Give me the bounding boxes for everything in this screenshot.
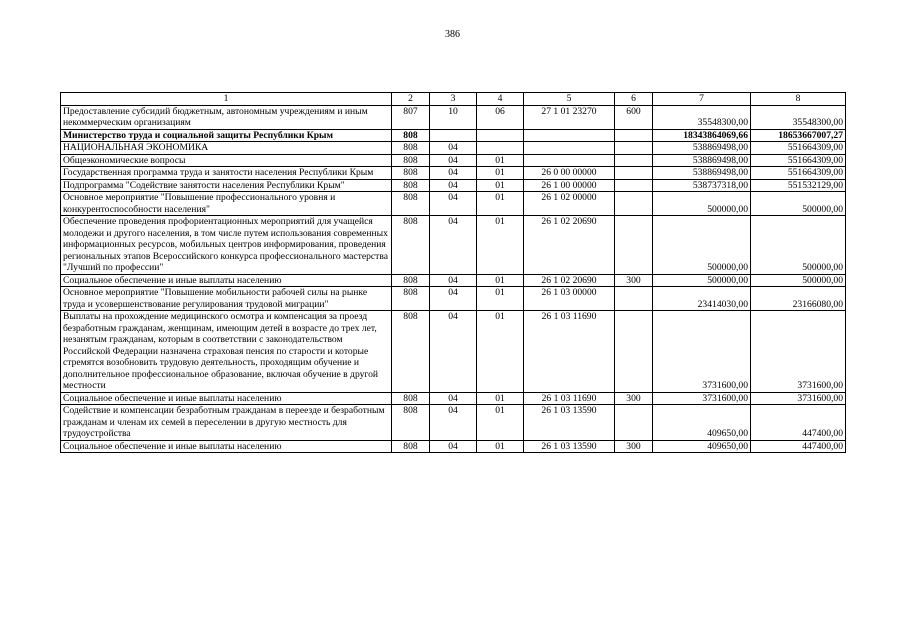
table-cell-amount-year1: 538869498,00 [653, 167, 751, 180]
table-cell-section: 04 [430, 179, 477, 192]
table-cell-subsection [477, 142, 524, 155]
table-cell-expense-type [615, 192, 653, 216]
table-cell-ministry-code: 808 [392, 192, 430, 216]
table-cell-subsection: 01 [477, 154, 524, 167]
table-cell-target-article [524, 129, 615, 142]
table-cell-subsection: 01 [477, 274, 524, 287]
table-cell-section: 04 [430, 274, 477, 287]
table-row [61, 129, 846, 142]
table-cell-subsection: 01 [477, 405, 524, 441]
table-cell-expense-type [615, 405, 653, 441]
table-cell-subsection: 01 [477, 440, 524, 453]
table-row [61, 154, 846, 167]
table-cell-amount-year2: 500000,00 [751, 192, 846, 216]
table-cell-amount-year2: 447400,00 [751, 405, 846, 441]
table-cell-ministry-code: 808 [392, 129, 430, 142]
table-cell-amount-year2: 500000,00 [751, 274, 846, 287]
table-cell-expense-type: 600 [615, 105, 653, 129]
table-row [61, 216, 846, 275]
table-cell-subsection: 01 [477, 167, 524, 180]
table-row [61, 142, 846, 155]
table-cell-section: 10 [430, 105, 477, 129]
table-cell-ministry-code: 808 [392, 440, 430, 453]
table-cell-subsection: 01 [477, 287, 524, 311]
table-cell-ministry-code: 808 [392, 405, 430, 441]
table-cell-name: Подпрограмма "Содействие занятости населения Республики Крым" [61, 179, 392, 192]
table-cell-amount-year1: 3731600,00 [653, 311, 751, 393]
header-cell-amount-year2: 8 [751, 93, 846, 106]
table-cell-amount-year1: 500000,00 [653, 216, 751, 275]
budget-table [60, 92, 846, 453]
table-cell-name: Выплаты на прохождение медицинского осмотра и компенсация за проезд безработным гражданам, женщинам, имеющим детей в возрасте до трех лет, незанятым гражданам, которым в соответствии с законодательством Российской Федерации назначена страховая пенсия по старости и которые стремятся возобновить трудовую деятельность, проходящим обучение и дополнительное профессиональное образование, включая обучение в другой местности [61, 311, 392, 393]
table-cell-amount-year1: 500000,00 [653, 192, 751, 216]
table-cell-name: НАЦИОНАЛЬНАЯ ЭКОНОМИКА [61, 142, 392, 155]
table-cell-section: 04 [430, 192, 477, 216]
table-cell-target-article: 27 1 01 23270 [524, 105, 615, 129]
table-cell-target-article: 26 1 02 20690 [524, 274, 615, 287]
table-cell-amount-year1: 538869498,00 [653, 154, 751, 167]
table-cell-target-article: 26 1 03 13590 [524, 440, 615, 453]
table-cell-expense-type [615, 287, 653, 311]
table-cell-target-article: 26 1 00 00000 [524, 179, 615, 192]
table-cell-target-article: 26 1 03 11690 [524, 311, 615, 393]
table-cell-amount-year1: 409650,00 [653, 440, 751, 453]
table-cell-section: 04 [430, 311, 477, 393]
table-cell-amount-year2: 18653667007,27 [751, 129, 846, 142]
table-row [61, 287, 846, 311]
table-row [61, 179, 846, 192]
table-cell-expense-type [615, 142, 653, 155]
table-cell-name: Министерство труда и социальной защиты Республики Крым [61, 129, 392, 142]
table-cell-name: Содействие и компенсации безработным гражданам в переезде и безработным гражданам и членам их семей в переселении в другую местность для трудоустройства [61, 405, 392, 441]
table-cell-ministry-code: 808 [392, 142, 430, 155]
table-cell-name: Общеэкономические вопросы [61, 154, 392, 167]
table-row [61, 392, 846, 405]
table-cell-section: 04 [430, 392, 477, 405]
table-cell-ministry-code: 808 [392, 287, 430, 311]
table-cell-subsection: 06 [477, 105, 524, 129]
table-cell-section: 04 [430, 154, 477, 167]
table-cell-expense-type [615, 216, 653, 275]
table-cell-expense-type [615, 129, 653, 142]
header-cell-target-article: 5 [524, 93, 615, 106]
table-cell-name: Предоставление субсидий бюджетным, автономным учреждениям и иным некоммерческим организациям [61, 105, 392, 129]
header-cell-subsection: 4 [477, 93, 524, 106]
table-cell-amount-year2: 551664309,00 [751, 167, 846, 180]
table-cell-ministry-code: 808 [392, 311, 430, 393]
table-cell-target-article: 26 0 00 00000 [524, 167, 615, 180]
table-cell-target-article: 26 1 03 00000 [524, 287, 615, 311]
table-cell-amount-year2: 3731600,00 [751, 311, 846, 393]
table-cell-amount-year2: 551664309,00 [751, 154, 846, 167]
table-cell-amount-year1: 538869498,00 [653, 142, 751, 155]
table-cell-name: Государственная программа труда и занятости населения Республики Крым [61, 167, 392, 180]
table-cell-amount-year1: 538737318,00 [653, 179, 751, 192]
table-cell-expense-type: 300 [615, 274, 653, 287]
table-cell-expense-type: 300 [615, 440, 653, 453]
table-row [61, 311, 846, 393]
table-cell-ministry-code: 808 [392, 392, 430, 405]
table-cell-subsection: 01 [477, 216, 524, 275]
table-cell-name: Социальное обеспечение и иные выплаты населению [61, 392, 392, 405]
table-cell-amount-year1: 23414030,00 [653, 287, 751, 311]
table-row [61, 105, 846, 129]
table-cell-subsection: 01 [477, 192, 524, 216]
table-cell-amount-year2: 35548300,00 [751, 105, 846, 129]
table-cell-name: Социальное обеспечение и иные выплаты населению [61, 274, 392, 287]
table-cell-name: Социальное обеспечение и иные выплаты населению [61, 440, 392, 453]
table-cell-amount-year1: 18343864069,66 [653, 129, 751, 142]
table-cell-subsection: 01 [477, 179, 524, 192]
page-number: 386 [445, 29, 460, 40]
table-cell-subsection [477, 129, 524, 142]
table-cell-expense-type [615, 154, 653, 167]
table-cell-ministry-code: 808 [392, 167, 430, 180]
table-cell-ministry-code: 808 [392, 274, 430, 287]
table-cell-ministry-code: 807 [392, 105, 430, 129]
table-cell-amount-year2: 551532129,00 [751, 179, 846, 192]
table-cell-target-article: 26 1 03 13590 [524, 405, 615, 441]
table-cell-section: 04 [430, 216, 477, 275]
table-cell-expense-type [615, 179, 653, 192]
table-cell-target-article [524, 154, 615, 167]
table-cell-subsection: 01 [477, 311, 524, 393]
table-cell-amount-year2: 23166080,00 [751, 287, 846, 311]
table-cell-amount-year1: 409650,00 [653, 405, 751, 441]
table-cell-amount-year1: 35548300,00 [653, 105, 751, 129]
table-cell-amount-year2: 500000,00 [751, 216, 846, 275]
table-cell-amount-year1: 500000,00 [653, 274, 751, 287]
table-cell-name: Основное мероприятие "Повышение профессионального уровня и конкурентоспособности населения" [61, 192, 392, 216]
table-row [61, 440, 846, 453]
table-cell-amount-year2: 447400,00 [751, 440, 846, 453]
table-cell-amount-year2: 551664309,00 [751, 142, 846, 155]
table-cell-target-article [524, 142, 615, 155]
table-cell-expense-type [615, 167, 653, 180]
table-cell-ministry-code: 808 [392, 154, 430, 167]
table-cell-amount-year1: 3731600,00 [653, 392, 751, 405]
table-row [61, 167, 846, 180]
table-cell-ministry-code: 808 [392, 179, 430, 192]
table-cell-name: Обеспечение проведения профориентационных мероприятий для учащейся молодежи и другого населения, в том числе путем использования современных информационных ресурсов, мобильных центров информирования, проведения региональных этапов Всероссийского конкурса профессионального мастерства "Лучший по профессии" [61, 216, 392, 275]
table-header-row [61, 93, 846, 106]
table-cell-expense-type: 300 [615, 392, 653, 405]
table-cell-target-article: 26 1 03 11690 [524, 392, 615, 405]
table-cell-target-article: 26 1 02 20690 [524, 216, 615, 275]
table-cell-section: 04 [430, 167, 477, 180]
table-cell-section: 04 [430, 440, 477, 453]
table-cell-section [430, 129, 477, 142]
header-cell-section: 3 [430, 93, 477, 106]
header-cell-expense-type: 6 [615, 93, 653, 106]
table-cell-amount-year2: 3731600,00 [751, 392, 846, 405]
table-cell-subsection: 01 [477, 392, 524, 405]
table-cell-section: 04 [430, 405, 477, 441]
table-cell-section: 04 [430, 287, 477, 311]
table-cell-target-article: 26 1 02 00000 [524, 192, 615, 216]
table-cell-name: Основное мероприятие "Повышение мобильности рабочей силы на рынке труда и усовершенствование регулирования трудовой миграции" [61, 287, 392, 311]
header-cell-ministry: 2 [392, 93, 430, 106]
table-row [61, 192, 846, 216]
header-cell-amount-year1: 7 [653, 93, 751, 106]
table-cell-section: 04 [430, 142, 477, 155]
table-row [61, 405, 846, 441]
table-cell-expense-type [615, 311, 653, 393]
table-row [61, 274, 846, 287]
table-cell-ministry-code: 808 [392, 216, 430, 275]
header-cell-name: 1 [61, 93, 392, 106]
